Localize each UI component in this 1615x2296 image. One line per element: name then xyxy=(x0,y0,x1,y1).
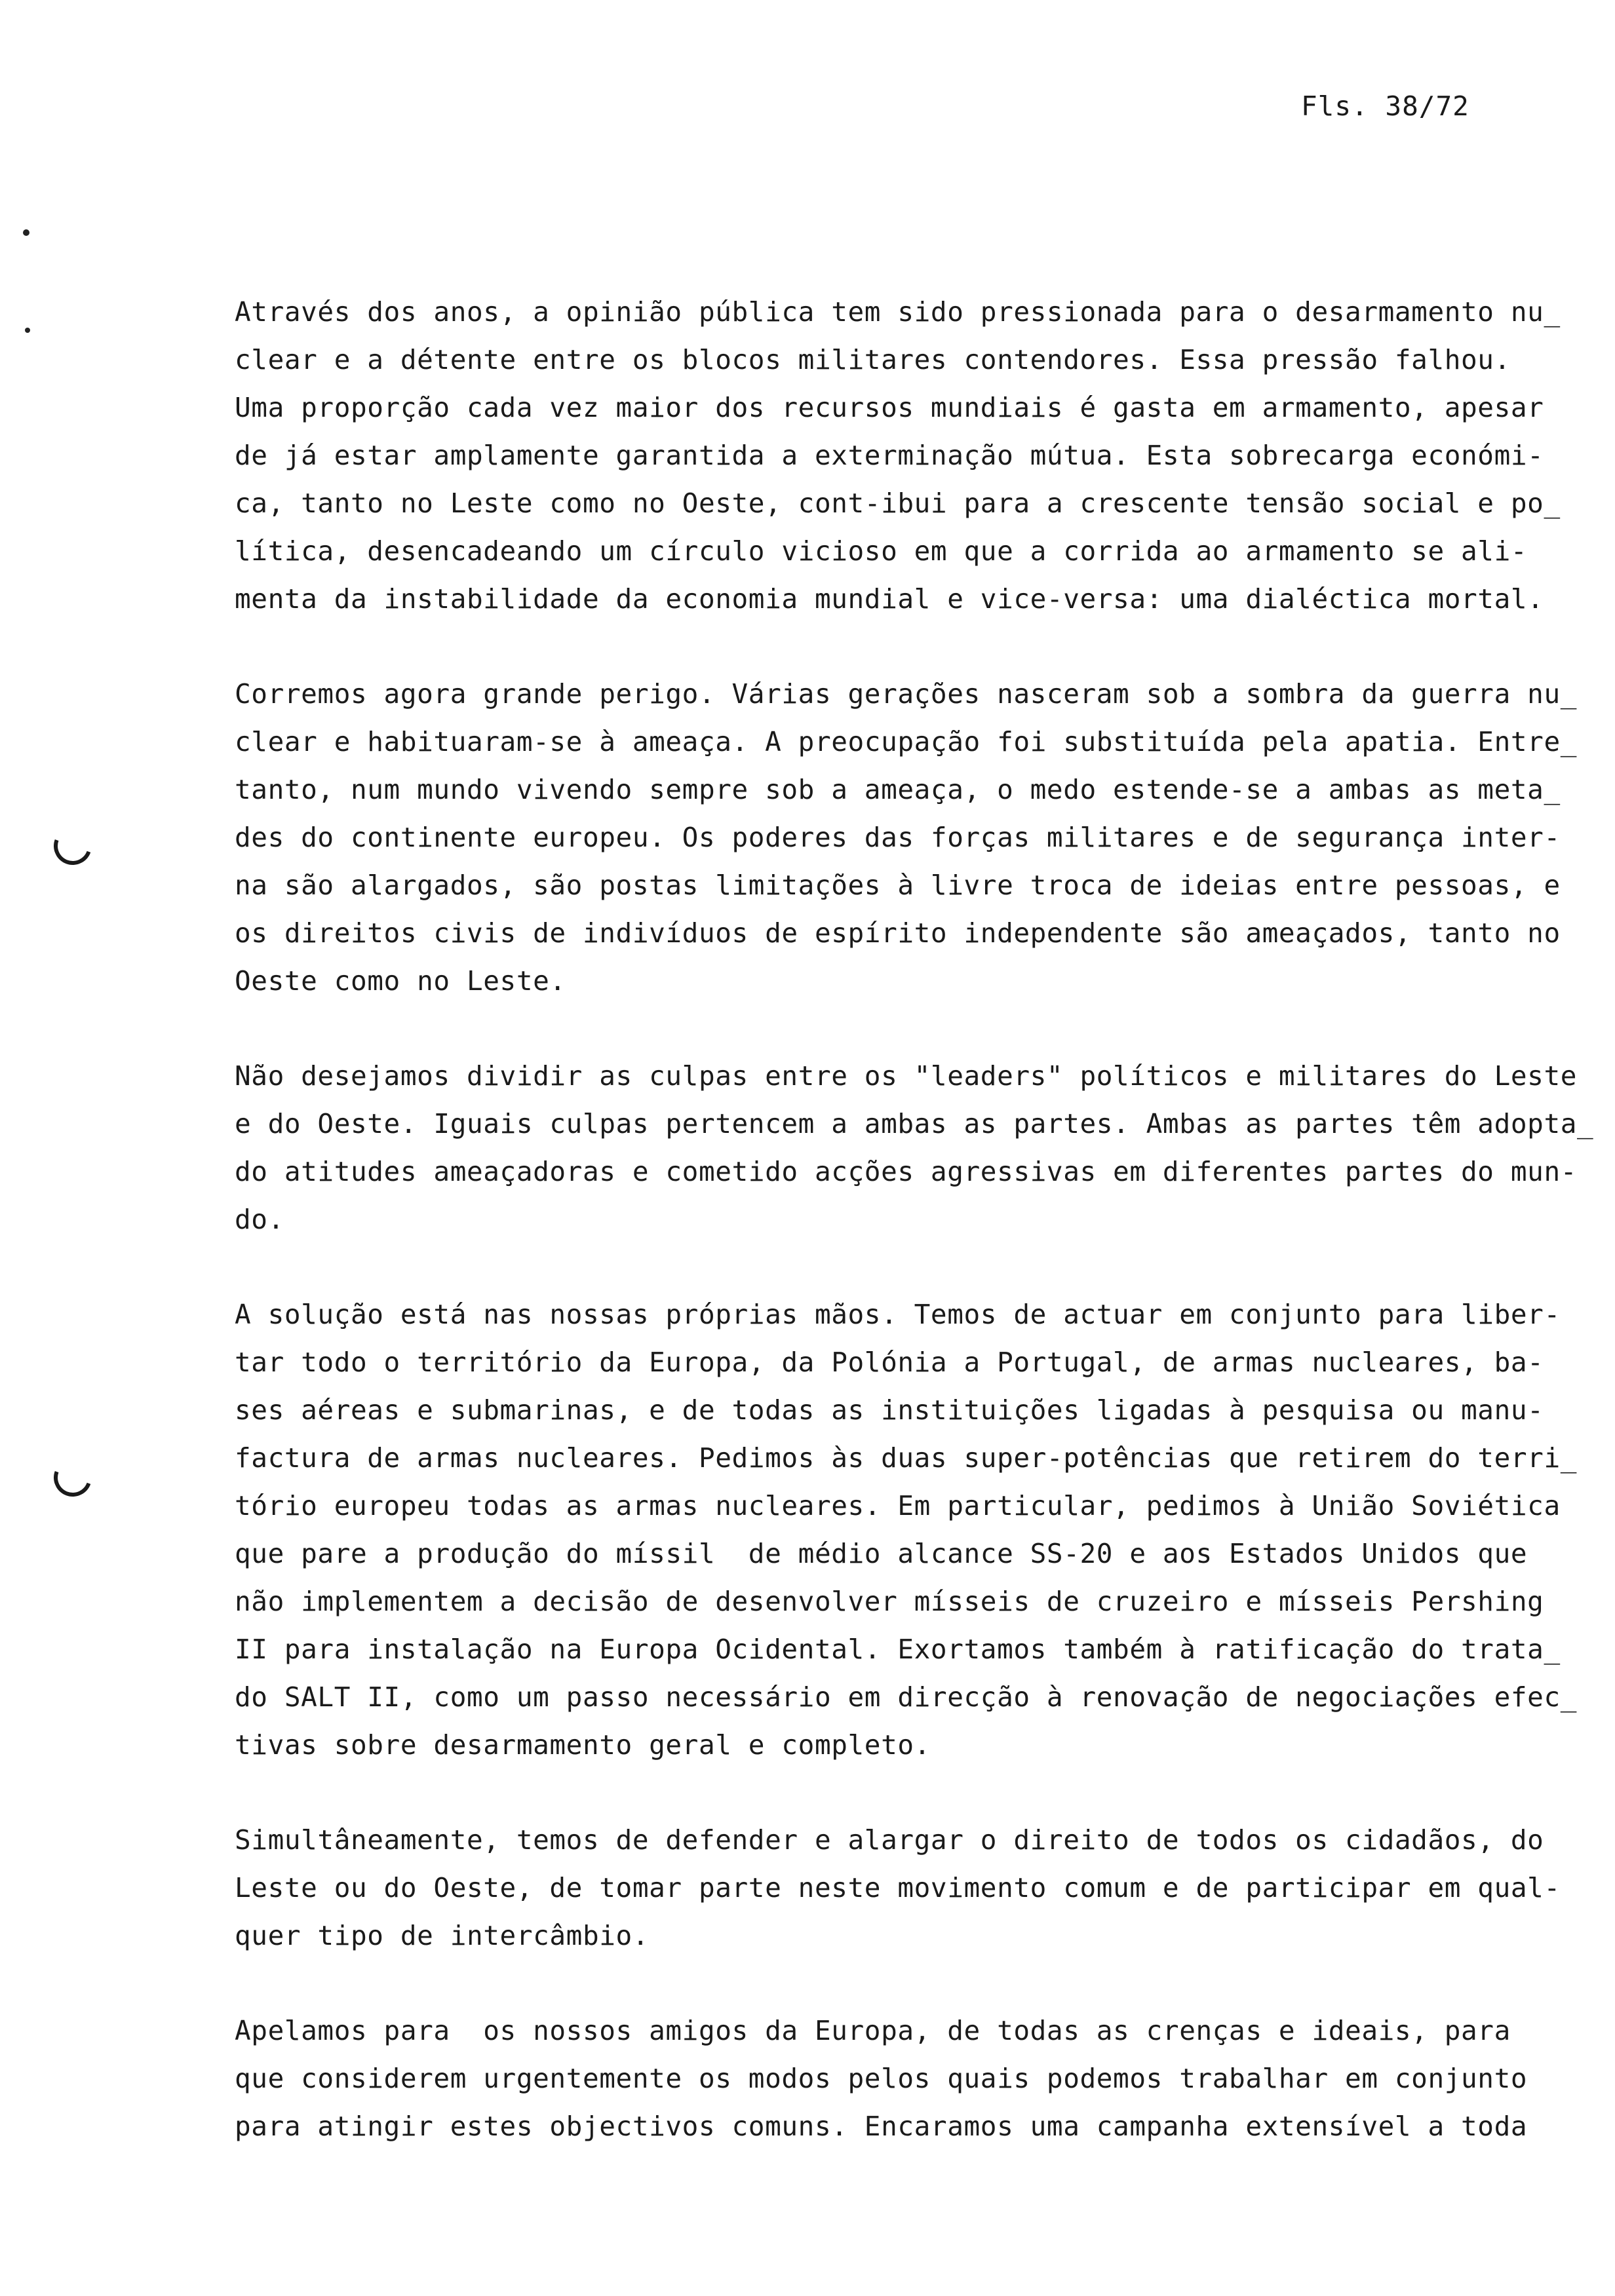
punch-hole-mark xyxy=(47,1452,98,1502)
text-line: ses aéreas e submarinas, e de todas as instituições ligadas à pesquisa ou manu- xyxy=(235,1394,1544,1426)
text-line: ca, tanto no Leste como no Oeste, cont-ibui para a crescente tensão social e po_ xyxy=(235,488,1561,519)
margin-dot xyxy=(25,328,30,333)
text-line: que pare a produção do míssil de médio alcance SS-20 e aos Estados Unidos que xyxy=(235,1538,1528,1569)
text-line: do SALT II, como um passo necessário em direcção à renovação de negociações efec_ xyxy=(235,1681,1578,1713)
text-line: e do Oeste. Iguais culpas pertencem a ambas as partes. Ambas as partes têm adopta_ xyxy=(235,1108,1594,1139)
text-line: menta da instabilidade da economia mundial e vice-versa: uma dialéctica mortal. xyxy=(235,583,1544,615)
text-line: tar todo o território da Europa, da Polónia a Portugal, de armas nucleares, ba- xyxy=(235,1347,1544,1378)
text-line: na são alargados, são postas limitações à livre troca de ideias entre pessoas, e xyxy=(235,870,1561,901)
paragraph xyxy=(235,2007,1532,2151)
text-line: des do continente europeu. Os poderes das forças militares e de segurança inter- xyxy=(235,822,1561,853)
text-line: Não desejamos dividir as culpas entre os "leaders" políticos e militares do Leste xyxy=(235,1060,1578,1092)
text-line: os direitos civis de indivíduos de espírito independente são ameaçados, tanto no xyxy=(235,917,1561,949)
text-line: Através dos anos, a opinião pública tem sido pressionada para o desarmamento nu_ xyxy=(235,296,1561,328)
text-line: do atitudes ameaçadoras e cometido acções agressivas em diferentes partes do mun- xyxy=(235,1156,1578,1187)
text-line: clear e habituaram-se à ameaça. A preocupação foi substituída pela apatia. Entre_ xyxy=(235,726,1578,757)
text-line: factura de armas nucleares. Pedimos às duas super-potências que retirem do terri_ xyxy=(235,1442,1578,1474)
paragraph xyxy=(235,1291,1578,1769)
punch-hole-mark xyxy=(47,820,98,871)
text-line: tivas sobre desarmamento geral e completo. xyxy=(235,1729,931,1761)
text-line: tório europeu todas as armas nucleares. Em particular, pedimos à União Soviética xyxy=(235,1490,1561,1521)
text-line: Oeste como no Leste. xyxy=(235,965,566,997)
text-line: quer tipo de intercâmbio. xyxy=(235,1920,650,1951)
paragraph xyxy=(235,288,1561,623)
text-line: Uma proporção cada vez maior dos recursos mundiais é gasta em armamento, apesar xyxy=(235,392,1544,423)
text-line: lítica, desencadeando um círculo vicioso em que a corrida ao armamento se ali- xyxy=(235,535,1528,567)
text-line: não implementem a decisão de desenvolver mísseis de cruzeiro e mísseis Pershing xyxy=(235,1586,1544,1617)
text-line: Apelamos para os nossos amigos da Europa, de todas as crenças e ideais, para xyxy=(235,2015,1511,2046)
document-body xyxy=(235,288,1594,2198)
text-line: Corremos agora grande perigo. Várias gerações nasceram sob a sombra da guerra nu_ xyxy=(235,678,1578,710)
text-line: clear e a détente entre os blocos militares contendores. Essa pressão falhou. xyxy=(235,344,1511,375)
paragraph xyxy=(235,1052,1594,1244)
margin-dot xyxy=(23,229,29,236)
text-line: que considerem urgentemente os modos pelos quais podemos trabalhar em conjunto xyxy=(235,2063,1528,2094)
text-line: A solução está nas nossas próprias mãos. Temos de actuar em conjunto para liber- xyxy=(235,1299,1561,1330)
text-line: II para instalação na Europa Ocidental. Exortamos também à ratificação do trata_ xyxy=(235,1634,1561,1665)
text-line: tanto, num mundo vivendo sempre sob a ameaça, o medo estende-se a ambas as meta_ xyxy=(235,774,1561,805)
paragraph xyxy=(235,1816,1561,1960)
page-folio: Fls. 38/72 xyxy=(1301,90,1469,122)
text-line: de já estar amplamente garantida a exterminação mútua. Esta sobrecarga económi- xyxy=(235,440,1544,471)
text-line: Simultâneamente, temos de defender e alargar o direito de todos os cidadãos, do xyxy=(235,1824,1544,1856)
text-line: Leste ou do Oeste, de tomar parte neste movimento comum e de participar em qual- xyxy=(235,1872,1561,1904)
paragraph xyxy=(235,670,1578,1005)
text-line: para atingir estes objectivos comuns. Encaramos uma campanha extensível a toda xyxy=(235,2111,1528,2142)
text-line: do. xyxy=(235,1204,284,1235)
